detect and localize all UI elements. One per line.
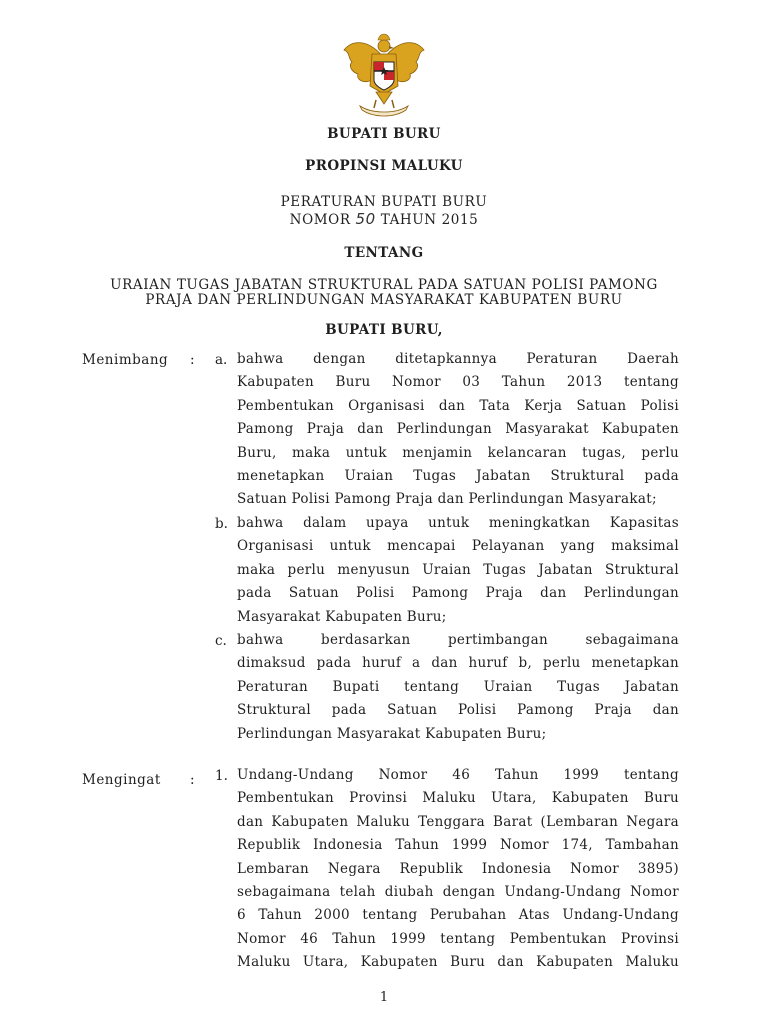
menimbang-item-a: [237, 348, 679, 512]
text-line: Peraturan Bupati tentang Uraian Tugas Jabatan: [237, 678, 679, 695]
text-line: Pembentukan Provinsi Maluku Utara, Kabupaten Buru: [237, 790, 679, 807]
text-line: Struktural pada Satuan Polisi Pamong Praja dan: [237, 702, 679, 719]
text-line: menetapkan Uraian Tugas Jabatan Struktural pada: [237, 468, 679, 485]
text-line: Pembentukan Organisasi dan Tata Kerja Satuan Polisi: [237, 397, 679, 414]
mengingat-colon: :: [190, 772, 195, 788]
text-line: Lembaran Negara Republik Indonesia Nomor 3895): [237, 860, 679, 877]
text-line: Kabupaten Buru Nomor 03 Tahun 2013 tentang: [237, 374, 679, 391]
text-line: Masyarakat Kabupaten Buru;: [237, 608, 447, 625]
item-marker-c: c.: [215, 633, 227, 649]
text-line: bahwa dengan ditetapkannya Peraturan Daerah: [237, 351, 679, 367]
issuer-title: BUPATI BURU: [327, 126, 441, 142]
nomor-label: NOMOR: [289, 212, 351, 228]
text-line: Perlindungan Masyarakat Kabupaten Buru;: [237, 725, 547, 742]
text-line: sebagaimana telah diubah dengan Undang-Undang Nomor: [237, 884, 679, 901]
text-line: Organisasi untuk mencapai Pelayanan yang maksimal: [237, 538, 679, 555]
regulation-year: TAHUN 2015: [380, 212, 479, 228]
text-line: bahwa berdasarkan pertimbangan sebagaimana: [237, 632, 679, 648]
menimbang-colon: :: [190, 352, 195, 368]
text-line: 6 Tahun 2000 tentang Perubahan Atas Undang-Undang: [237, 907, 679, 924]
mengingat-item-1: [237, 764, 679, 975]
text-line: Pamong Praja dan Perlindungan Masyarakat Kabupaten: [237, 421, 679, 438]
item-marker-b: b.: [215, 516, 228, 532]
province-title: PROPINSI MALUKU: [305, 158, 463, 174]
text-line: dan Kabupaten Maluku Tenggara Barat (Lembaran Negara: [237, 813, 679, 830]
text-line: Maluku Utara, Kabupaten Buru dan Kabupaten Maluku: [237, 954, 679, 971]
garuda-pancasila-emblem-icon: [338, 28, 430, 120]
text-line: dimaksud pada huruf a dan huruf b, perlu menetapkan: [237, 655, 679, 672]
text-line: pada Satuan Polisi Pamong Praja dan Perlindungan: [237, 585, 679, 602]
menimbang-item-b: [237, 512, 679, 629]
mengingat-label: Mengingat: [82, 772, 161, 788]
text-line: Undang-Undang Nomor 46 Tahun 1999 tentang: [237, 767, 679, 783]
item-marker-a: a.: [215, 352, 228, 368]
item-marker-1: 1.: [215, 768, 228, 784]
regulation-title: PERATURAN BUPATI BURU: [280, 194, 488, 210]
regulation-number-line: [0, 210, 768, 228]
menimbang-item-c: [237, 629, 679, 746]
text-line: maka perlu menyusun Uraian Tugas Jabatan Struktural: [237, 561, 679, 578]
text-line: Nomor 46 Tahun 1999 tentang Pembentukan Provinsi: [237, 930, 679, 947]
menimbang-label: Menimbang: [82, 352, 169, 368]
text-line: bahwa dalam upaya untuk meningkatkan Kapasitas: [237, 515, 679, 531]
text-line: Buru, maka untuk menjamin kelancaran tugas, perlu: [237, 444, 679, 461]
opening-title: BUPATI BURU,: [325, 322, 443, 338]
subject-line-2: PRAJA DAN PERLINDUNGAN MASYARAKAT KABUPATEN BURU: [145, 292, 623, 308]
tentang-heading: TENTANG: [344, 245, 424, 261]
regulation-number: 50: [355, 210, 376, 228]
text-line: Satuan Polisi Pamong Praja dan Perlindungan Masyarakat;: [237, 491, 657, 508]
text-line: Republik Indonesia Tahun 1999 Nomor 174, Tambahan: [237, 837, 679, 854]
page-number: 1: [379, 990, 389, 1005]
subject-line-1: URAIAN TUGAS JABATAN STRUKTURAL PADA SATUAN POLISI PAMONG: [110, 277, 658, 293]
